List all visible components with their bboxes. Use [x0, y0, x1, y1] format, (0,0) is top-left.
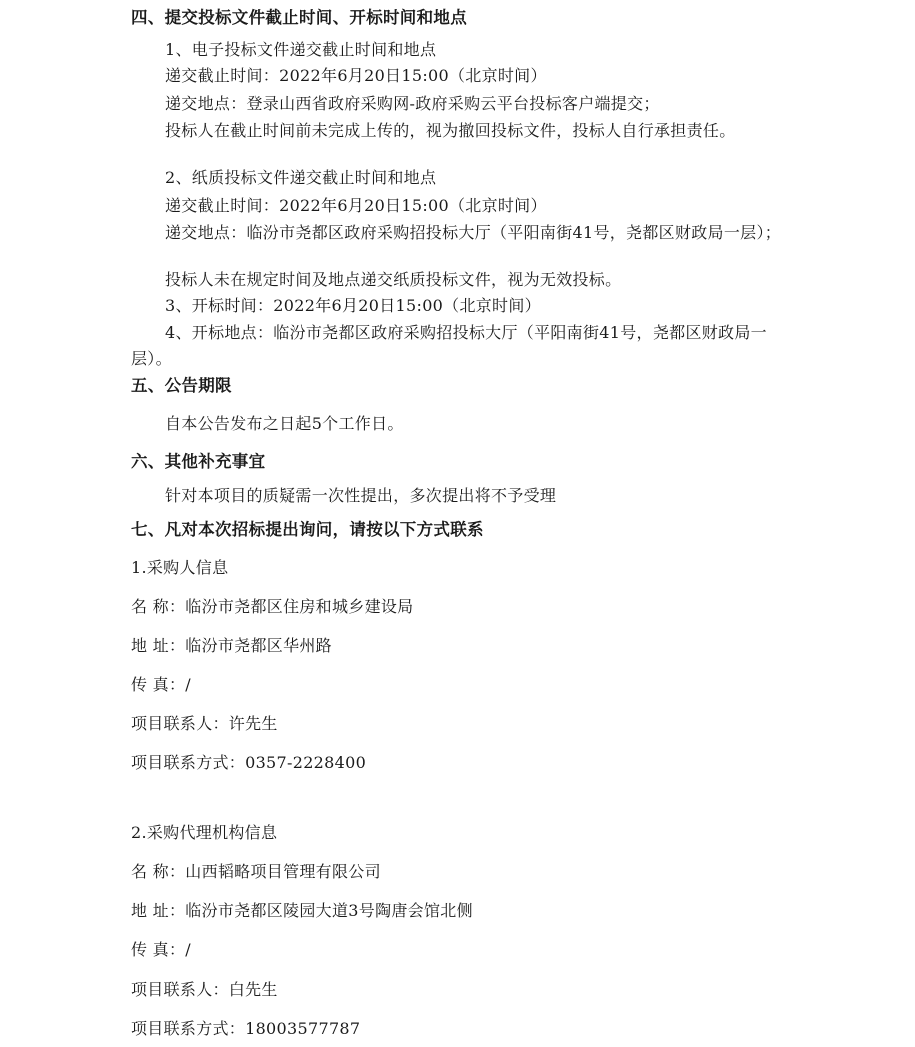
purchaser-name: 名 称：临汾市尧都区住房和城乡建设局: [131, 597, 414, 616]
item1-title: 1、电子投标文件递交截止时间和地点: [165, 40, 437, 59]
item2-deadline: 递交截止时间：2022年6月20日15:00（北京时间）: [165, 196, 547, 215]
item2-place: 递交地点：临汾市尧都区政府采购招投标大厅（平阳南街41号，尧都区财政局一层）；: [165, 223, 782, 242]
item1-place: 递交地点：登录山西省政府采购网-政府采购云平台投标客户端提交；: [165, 94, 660, 113]
item1-deadline: 递交截止时间：2022年6月20日15:00（北京时间）: [165, 66, 547, 85]
purchaser-address: 地 址：临汾市尧都区华州路: [131, 636, 332, 655]
section6-heading: 六、其他补充事宜: [131, 452, 266, 471]
purchaser-phone: 项目联系方式：0357-2228400: [131, 753, 367, 772]
agency-contact: 项目联系人：白先生: [131, 980, 278, 999]
section4-heading: 四、提交投标文件截止时间、开标时间和地点: [131, 8, 467, 27]
item4-opening-place: 4、开标地点：临汾市尧都区政府采购招投标大厅（平阳南街41号，尧都区财政局一层）。: [131, 323, 767, 368]
agency-name: 名 称：山西韬略项目管理有限公司: [131, 862, 381, 881]
agency-phone: 项目联系方式：18003577787: [131, 1019, 361, 1038]
purchaser-fax: 传 真：/: [131, 675, 191, 694]
item2-note: 投标人未在规定时间及地点递交纸质投标文件，视为无效投标。: [165, 270, 622, 289]
purchaser-contact: 项目联系人：许先生: [131, 714, 278, 733]
item1-note: 投标人在截止时间前未完成上传的，视为撤回投标文件，投标人自行承担责任。: [165, 121, 736, 140]
purchaser-title: 1.采购人信息: [131, 558, 229, 577]
item3-opening-time: 3、开标时间：2022年6月20日15:00（北京时间）: [165, 296, 541, 315]
agency-title: 2.采购代理机构信息: [131, 823, 278, 842]
agency-fax: 传 真：/: [131, 940, 191, 959]
section6-text: 针对本项目的质疑需一次性提出，多次提出将不予受理: [165, 486, 557, 505]
section5-heading: 五、公告期限: [131, 376, 232, 395]
section7-heading: 七、凡对本次招标提出询问，请按以下方式联系: [131, 520, 484, 539]
item2-title: 2、纸质投标文件递交截止时间和地点: [165, 168, 437, 187]
agency-address: 地 址：临汾市尧都区陵园大道3号陶唐会馆北侧: [131, 901, 473, 920]
section5-text: 自本公告发布之日起5个工作日。: [165, 414, 404, 433]
